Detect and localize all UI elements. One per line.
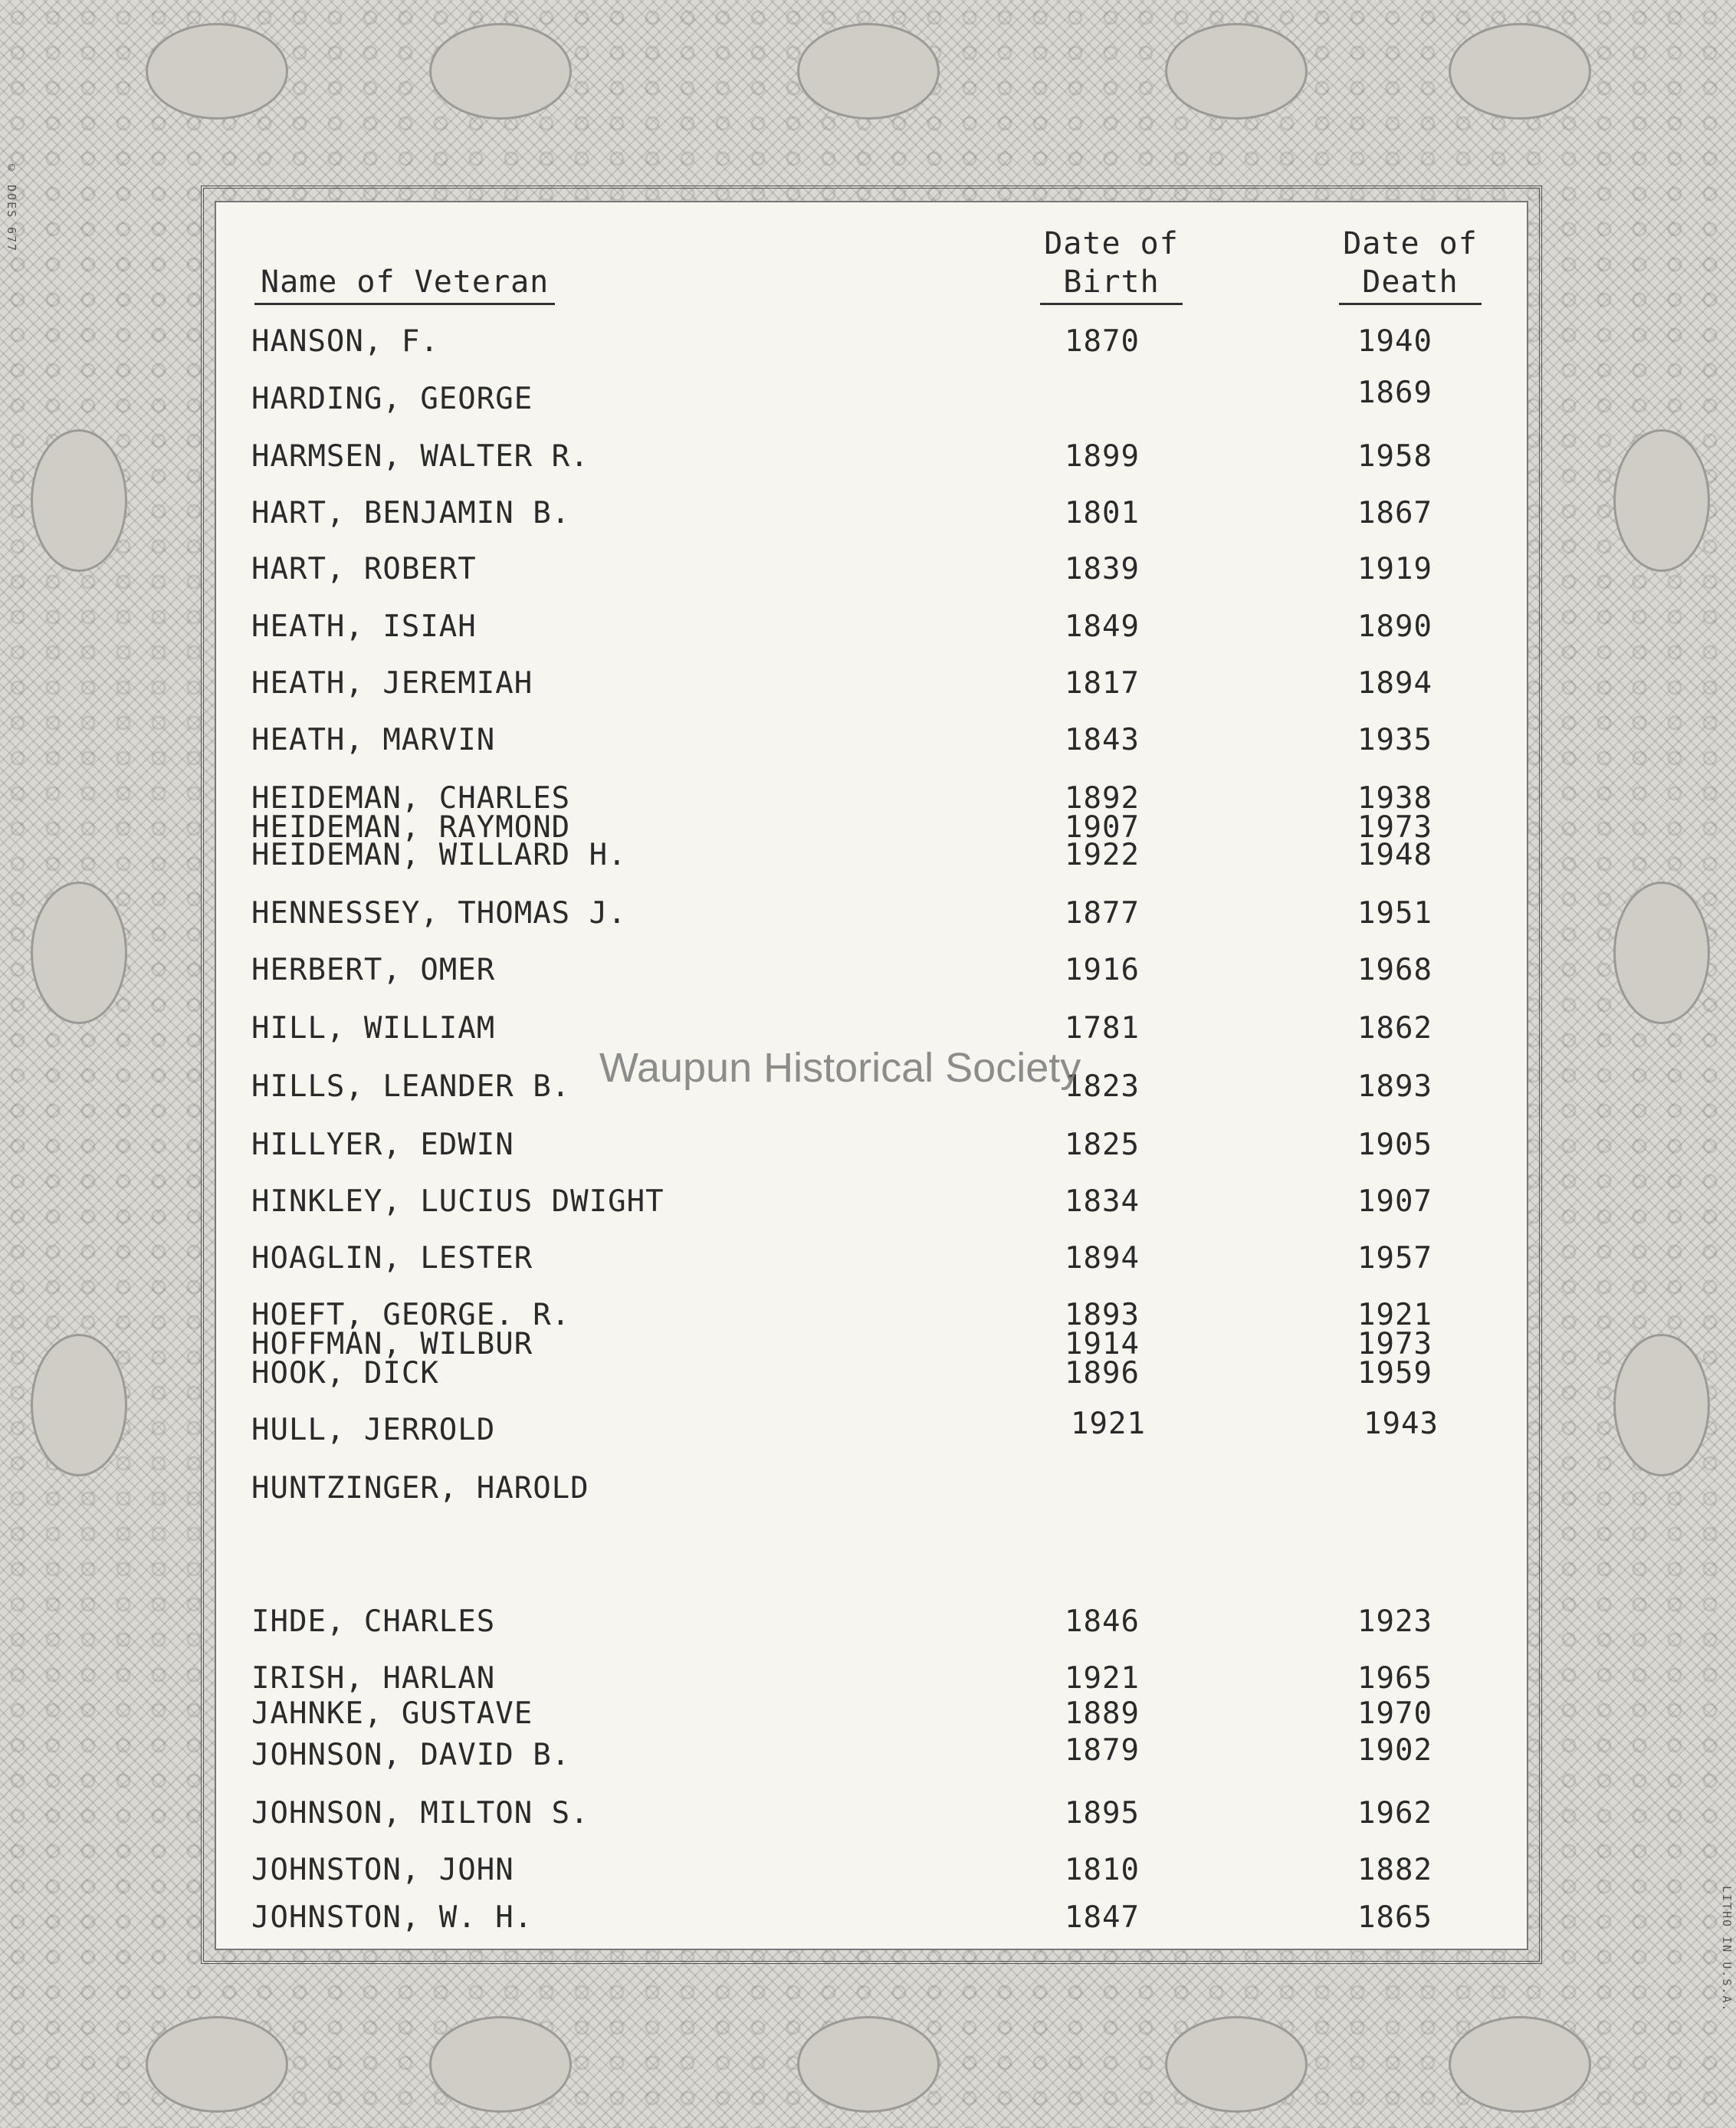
birth-year: 1817 [1065, 666, 1140, 701]
death-year: 1869 [1357, 376, 1432, 410]
veteran-row [251, 1733, 1478, 1772]
birth-year: 1893 [1065, 1298, 1140, 1332]
veteran-name: HULL, JERROLD [251, 1413, 496, 1447]
veteran-row [251, 376, 1478, 416]
veteran-row [251, 1696, 1478, 1731]
death-year: 1882 [1357, 1853, 1432, 1887]
veteran-row [251, 1128, 1478, 1162]
border-ornament [31, 882, 127, 1024]
veteran-row [251, 781, 1478, 816]
border-ornament [1613, 1334, 1710, 1476]
veteran-row [251, 1242, 1478, 1276]
veteran-row [251, 1797, 1478, 1831]
veteran-name: HEIDEMAN, CHARLES [251, 781, 571, 816]
border-ornament [1613, 429, 1710, 572]
birth-year: 1889 [1065, 1696, 1140, 1731]
veteran-name: HOOK, DICK [251, 1356, 439, 1391]
veteran-name: IRISH, HARLAN [251, 1661, 496, 1696]
birth-year: 1870 [1065, 324, 1140, 359]
veteran-row [251, 325, 1478, 359]
death-year: 1973 [1357, 1327, 1432, 1361]
border-ornament [1449, 2016, 1591, 2113]
border-ornament [429, 2016, 572, 2113]
veteran-name: HOEFT, GEORGE. R. [251, 1298, 571, 1332]
header-birth-line2: Birth [1040, 263, 1182, 305]
column-header-birth [1019, 225, 1203, 305]
birth-year: 1894 [1065, 1241, 1140, 1276]
veteran-name: JOHNSON, MILTON S. [251, 1796, 589, 1831]
border-ornament [1613, 882, 1710, 1024]
veteran-row [251, 667, 1478, 701]
death-year: 1965 [1357, 1661, 1432, 1696]
veteran-name: HILL, WILLIAM [251, 1011, 496, 1046]
veteran-row [251, 497, 1478, 530]
veteran-name: IHDE, CHARLES [251, 1604, 496, 1639]
border-ornament [146, 2016, 288, 2113]
birth-year: 1896 [1065, 1356, 1140, 1391]
death-year: 1968 [1357, 953, 1432, 987]
death-year: 1943 [1364, 1407, 1439, 1441]
veteran-row [251, 1356, 1478, 1391]
birth-year: 1843 [1065, 723, 1140, 757]
veteran-name: HEATH, ISIAH [251, 609, 477, 644]
birth-year: 1810 [1065, 1853, 1140, 1887]
birth-year: 1921 [1065, 1661, 1140, 1696]
death-year: 1970 [1357, 1696, 1432, 1731]
veteran-name: HILLS, LEANDER B. [251, 1069, 571, 1104]
death-year: 1948 [1357, 838, 1432, 872]
veteran-name: HEIDEMAN, WILLARD H. [251, 838, 627, 872]
veteran-row [251, 1407, 1478, 1447]
border-ornament [797, 23, 940, 120]
death-year: 1919 [1357, 552, 1432, 586]
veteran-name: HILLYER, EDWIN [251, 1128, 514, 1162]
death-year: 1894 [1357, 666, 1432, 701]
veteran-name: HOAGLIN, LESTER [251, 1241, 533, 1276]
birth-year: 1801 [1065, 496, 1140, 530]
veteran-row [251, 610, 1478, 644]
birth-year: 1877 [1065, 896, 1140, 931]
death-year: 1923 [1357, 1604, 1432, 1639]
death-year: 1921 [1357, 1298, 1432, 1332]
veteran-name: HUNTZINGER, HAROLD [251, 1471, 589, 1506]
border-ornament [31, 1334, 127, 1476]
birth-year: 1849 [1065, 609, 1140, 644]
header-name-label: Name of Veteran [254, 263, 555, 305]
veteran-row [251, 1327, 1478, 1361]
veteran-row [251, 897, 1478, 931]
death-year: 1862 [1357, 1011, 1432, 1046]
veteran-row [251, 1472, 1478, 1506]
death-year: 1865 [1357, 1900, 1432, 1935]
veteran-name: HARDING, GEORGE [251, 382, 533, 416]
veteran-name: HEIDEMAN, RAYMOND [251, 810, 571, 845]
veteran-row [251, 553, 1478, 586]
veteran-row [251, 724, 1478, 757]
veteran-name: HART, ROBERT [251, 552, 477, 586]
header-death-line2: Death [1339, 263, 1481, 305]
death-year: 1962 [1357, 1796, 1432, 1831]
birth-year: 1907 [1065, 810, 1140, 845]
death-year: 1940 [1357, 324, 1432, 359]
veteran-row [251, 954, 1478, 987]
veteran-name: HENNESSEY, THOMAS J. [251, 896, 627, 931]
header-birth-line1: Date of [1044, 226, 1179, 261]
death-year: 1935 [1357, 723, 1432, 757]
death-year: 1905 [1357, 1128, 1432, 1162]
birth-year: 1879 [1065, 1733, 1140, 1768]
veteran-name: JOHNSTON, W. H. [251, 1900, 533, 1935]
death-year: 1867 [1357, 496, 1432, 530]
death-year: 1973 [1357, 810, 1432, 845]
veteran-name: HANSON, F. [251, 324, 439, 359]
border-ornament [1165, 23, 1308, 120]
veteran-row [251, 1901, 1478, 1935]
copyright-mark: © DOES 677 [5, 161, 18, 253]
birth-year: 1825 [1065, 1128, 1140, 1162]
death-year: 1938 [1357, 781, 1432, 816]
veteran-row [251, 1662, 1478, 1696]
birth-year: 1892 [1065, 781, 1140, 816]
border-ornament [797, 2016, 940, 2113]
watermark-text: Waupun Historical Society [599, 1045, 1081, 1091]
printer-mark: LITHO IN U.S.A. [1720, 1886, 1734, 2013]
veteran-name: HART, BENJAMIN B. [251, 496, 571, 530]
death-year: 1893 [1357, 1069, 1432, 1104]
birth-year: 1846 [1065, 1604, 1140, 1639]
veteran-name: HOFFMAN, WILBUR [251, 1327, 533, 1361]
birth-year: 1781 [1065, 1011, 1140, 1046]
birth-year: 1847 [1065, 1900, 1140, 1935]
birth-year: 1834 [1065, 1184, 1140, 1219]
veteran-row [251, 1298, 1478, 1332]
death-year: 1958 [1357, 439, 1432, 474]
birth-year: 1921 [1071, 1407, 1146, 1441]
veteran-row [251, 1012, 1478, 1046]
border-ornament [429, 23, 572, 120]
border-ornament [146, 23, 288, 120]
death-year: 1951 [1357, 896, 1432, 931]
birth-year: 1839 [1065, 552, 1140, 586]
veteran-row [251, 440, 1478, 474]
birth-year: 1823 [1065, 1069, 1140, 1104]
birth-year: 1895 [1065, 1796, 1140, 1831]
veteran-name: HERBERT, OMER [251, 953, 496, 987]
veteran-name: HEATH, MARVIN [251, 723, 496, 757]
border-ornament [1165, 2016, 1308, 2113]
column-header-death [1318, 225, 1502, 305]
veteran-row [251, 838, 1478, 872]
veteran-name: JOHNSTON, JOHN [251, 1853, 514, 1887]
death-year: 1907 [1357, 1184, 1432, 1219]
birth-year: 1914 [1065, 1327, 1140, 1361]
death-year: 1957 [1357, 1241, 1432, 1276]
birth-year: 1916 [1065, 953, 1140, 987]
birth-year: 1922 [1065, 838, 1140, 872]
veteran-name: HEATH, JEREMIAH [251, 666, 533, 701]
border-ornament [1449, 23, 1591, 120]
veteran-name: JOHNSON, DAVID B. [251, 1738, 571, 1772]
death-year: 1890 [1357, 609, 1432, 644]
veteran-name: HARMSEN, WALTER R. [251, 439, 589, 474]
death-year: 1902 [1357, 1733, 1432, 1768]
death-year: 1959 [1357, 1356, 1432, 1391]
birth-year: 1899 [1065, 439, 1140, 474]
veteran-row [251, 1854, 1478, 1887]
column-header-name [254, 263, 555, 305]
veteran-name: HINKLEY, LUCIUS DWIGHT [251, 1184, 665, 1219]
border-ornament [31, 429, 127, 572]
header-death-line1: Date of [1343, 226, 1478, 261]
veteran-name: JAHNKE, GUSTAVE [251, 1696, 533, 1731]
veteran-row [251, 1605, 1478, 1639]
veteran-row [251, 1185, 1478, 1219]
